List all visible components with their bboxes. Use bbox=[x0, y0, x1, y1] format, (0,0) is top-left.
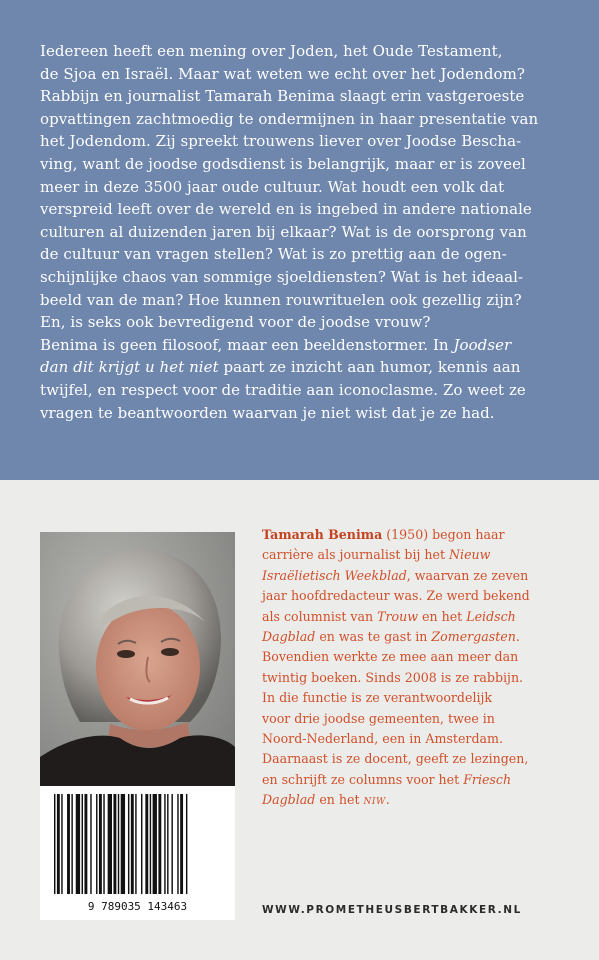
blurb-line: culturen al duizenden jaren bij elkaar? Wat is de oorsprong van bbox=[40, 222, 527, 241]
barcode-bar bbox=[84, 794, 87, 894]
barcode-bar bbox=[90, 794, 91, 894]
bio-line: Daarnaast is ze docent, geeft ze lezingen, bbox=[262, 751, 529, 767]
barcode-image bbox=[40, 786, 235, 920]
author-name: Tamarah Benima bbox=[262, 527, 383, 542]
blurb-line: verspreid leeft over de wereld en is ingebed in andere nationale bbox=[40, 200, 532, 219]
blurb-line: de Sjoa en Israël. Maar wat weten we echt over het Jodendom? bbox=[40, 64, 525, 83]
barcode-bar bbox=[54, 794, 55, 894]
bio-line: voor drie joodse gemeenten, twee in bbox=[262, 710, 495, 726]
blurb-text bbox=[40, 40, 568, 424]
blurb-line: beeld van de man? Hoe kunnen rouwrituelen ook gezellig zijn? bbox=[40, 290, 522, 309]
bio-line bbox=[262, 627, 562, 647]
barcode bbox=[40, 786, 235, 920]
blurb-line: schijnlijke chaos van sommige sjoeldiensten? Wat is het ideaal- bbox=[40, 267, 524, 286]
book-title: dan dit krijgt u het niet bbox=[40, 358, 219, 377]
barcode-bar bbox=[67, 794, 70, 894]
barcode-digits: 9 789035 143463 bbox=[87, 900, 188, 913]
barcode-bar bbox=[71, 794, 72, 894]
blurb-text-run: Benima is geen filosoof, maar een beeldenstormer. In bbox=[40, 335, 454, 354]
bio-text-run: als columnist van bbox=[262, 608, 378, 624]
blurb-line: Rabbijn en journalist Tamarah Benima slaagt erin vastgeroeste bbox=[40, 87, 525, 106]
author-photo bbox=[40, 532, 235, 786]
barcode-bar bbox=[171, 794, 172, 894]
blurb-line: En, is seks ook bevredigend voor de joodse vrouw? bbox=[40, 313, 431, 332]
publication-title: Nieuw bbox=[449, 547, 491, 563]
barcode-bar bbox=[108, 794, 112, 894]
barcode-bar bbox=[135, 794, 136, 894]
blurb-line: het Jodendom. Zij spreekt trouwens liever over Joodse Bescha- bbox=[40, 132, 522, 151]
barcode-bar bbox=[61, 794, 62, 894]
barcode-bar bbox=[150, 794, 151, 894]
barcode-bar bbox=[186, 794, 187, 894]
publication-title: Dagblad bbox=[262, 629, 316, 645]
blurb-text-run: paart ze inzicht aan humor, kennis aan bbox=[218, 358, 521, 377]
bio-line bbox=[262, 770, 562, 790]
barcode-bar bbox=[57, 794, 60, 894]
bio-text-run: en schrijft ze columns voor het bbox=[262, 771, 464, 787]
author-bio bbox=[262, 525, 562, 813]
bio-text-run: (1950) begon haar bbox=[382, 527, 505, 542]
book-title: Joodser bbox=[453, 335, 512, 354]
bio-text-run: carrière als journalist bij het bbox=[262, 547, 450, 563]
barcode-bar bbox=[141, 794, 142, 894]
publication-title: Friesch bbox=[463, 771, 512, 787]
barcode-bar bbox=[99, 794, 102, 894]
blurb-line: de cultuur van vragen stellen? Wat is zo prettig aan de ogen- bbox=[40, 245, 507, 264]
publication-title: Dagblad bbox=[262, 792, 316, 808]
bio-line: Bovendien werkte ze mee aan meer dan bbox=[262, 649, 519, 665]
bio-text-run: . bbox=[515, 629, 520, 645]
bio-line: Noord-Nederland, een in Amsterdam. bbox=[262, 731, 503, 747]
barcode-bar bbox=[177, 794, 178, 894]
barcode-bar bbox=[76, 794, 80, 894]
barcode-bar bbox=[131, 794, 134, 894]
publisher-website: WWW.PROMETHEUSBERTBAKKER.NL bbox=[262, 904, 522, 916]
barcode-bar bbox=[96, 794, 97, 894]
blurb-line: vragen te beantwoorden waarvan je niet wist dat je ze had. bbox=[40, 403, 495, 422]
bio-line: twintig boeken. Sinds 2008 is ze rabbijn. bbox=[262, 669, 524, 685]
barcode-bar bbox=[145, 794, 148, 894]
bio-line bbox=[262, 525, 562, 545]
bio-line: jaar hoofdredacteur was. Ze werd bekend bbox=[262, 588, 530, 604]
barcode-bar bbox=[118, 794, 119, 894]
publication-abbrev: NIW bbox=[363, 797, 386, 808]
bio-line bbox=[262, 566, 562, 586]
barcode-bar bbox=[164, 794, 165, 894]
blurb-line bbox=[40, 356, 568, 379]
bio-text-run: . bbox=[385, 792, 390, 808]
blurb-line: meer in deze 3500 jaar oude cultuur. Wat houdt een volk dat bbox=[40, 177, 505, 196]
blurb-line: opvattingen zachtmoedig te ondermijnen in haar presentatie van bbox=[40, 109, 539, 128]
bio-text-run: en het bbox=[315, 792, 364, 808]
author-portrait-image bbox=[40, 532, 235, 786]
bio-line bbox=[262, 607, 562, 627]
publication-title: Leidsch bbox=[466, 608, 516, 624]
barcode-bar bbox=[153, 794, 157, 894]
barcode-bar bbox=[128, 794, 129, 894]
barcode-bar bbox=[167, 794, 168, 894]
barcode-bar bbox=[180, 794, 183, 894]
tv-program-title: Zomergasten bbox=[431, 629, 516, 645]
barcode-bar bbox=[103, 794, 104, 894]
barcode-bar bbox=[82, 794, 83, 894]
blurb-line: ving, want de joodse godsdienst is belangrijk, maar er is zoveel bbox=[40, 154, 526, 173]
bio-line bbox=[262, 545, 562, 565]
blurb-line bbox=[40, 334, 568, 357]
publication-title: Trouw bbox=[377, 608, 419, 624]
barcode-bar bbox=[158, 794, 161, 894]
bio-line: In die functie is ze verantwoordelijk bbox=[262, 690, 493, 706]
bio-text-run: , waarvan ze zeven bbox=[406, 567, 529, 583]
bio-text-run: en het bbox=[418, 608, 467, 624]
blurb-line: twijfel, en respect voor de traditie aan iconoclasme. Zo weet ze bbox=[40, 380, 526, 399]
blurb-line: Iedereen heeft een mening over Joden, het Oude Testament, bbox=[40, 42, 503, 60]
publication-title: Israëlietisch Weekblad bbox=[262, 567, 407, 583]
barcode-bar bbox=[121, 794, 125, 894]
bio-text-run: en was te gast in bbox=[315, 629, 432, 645]
barcode-bar bbox=[113, 794, 116, 894]
bio-line bbox=[262, 790, 562, 812]
